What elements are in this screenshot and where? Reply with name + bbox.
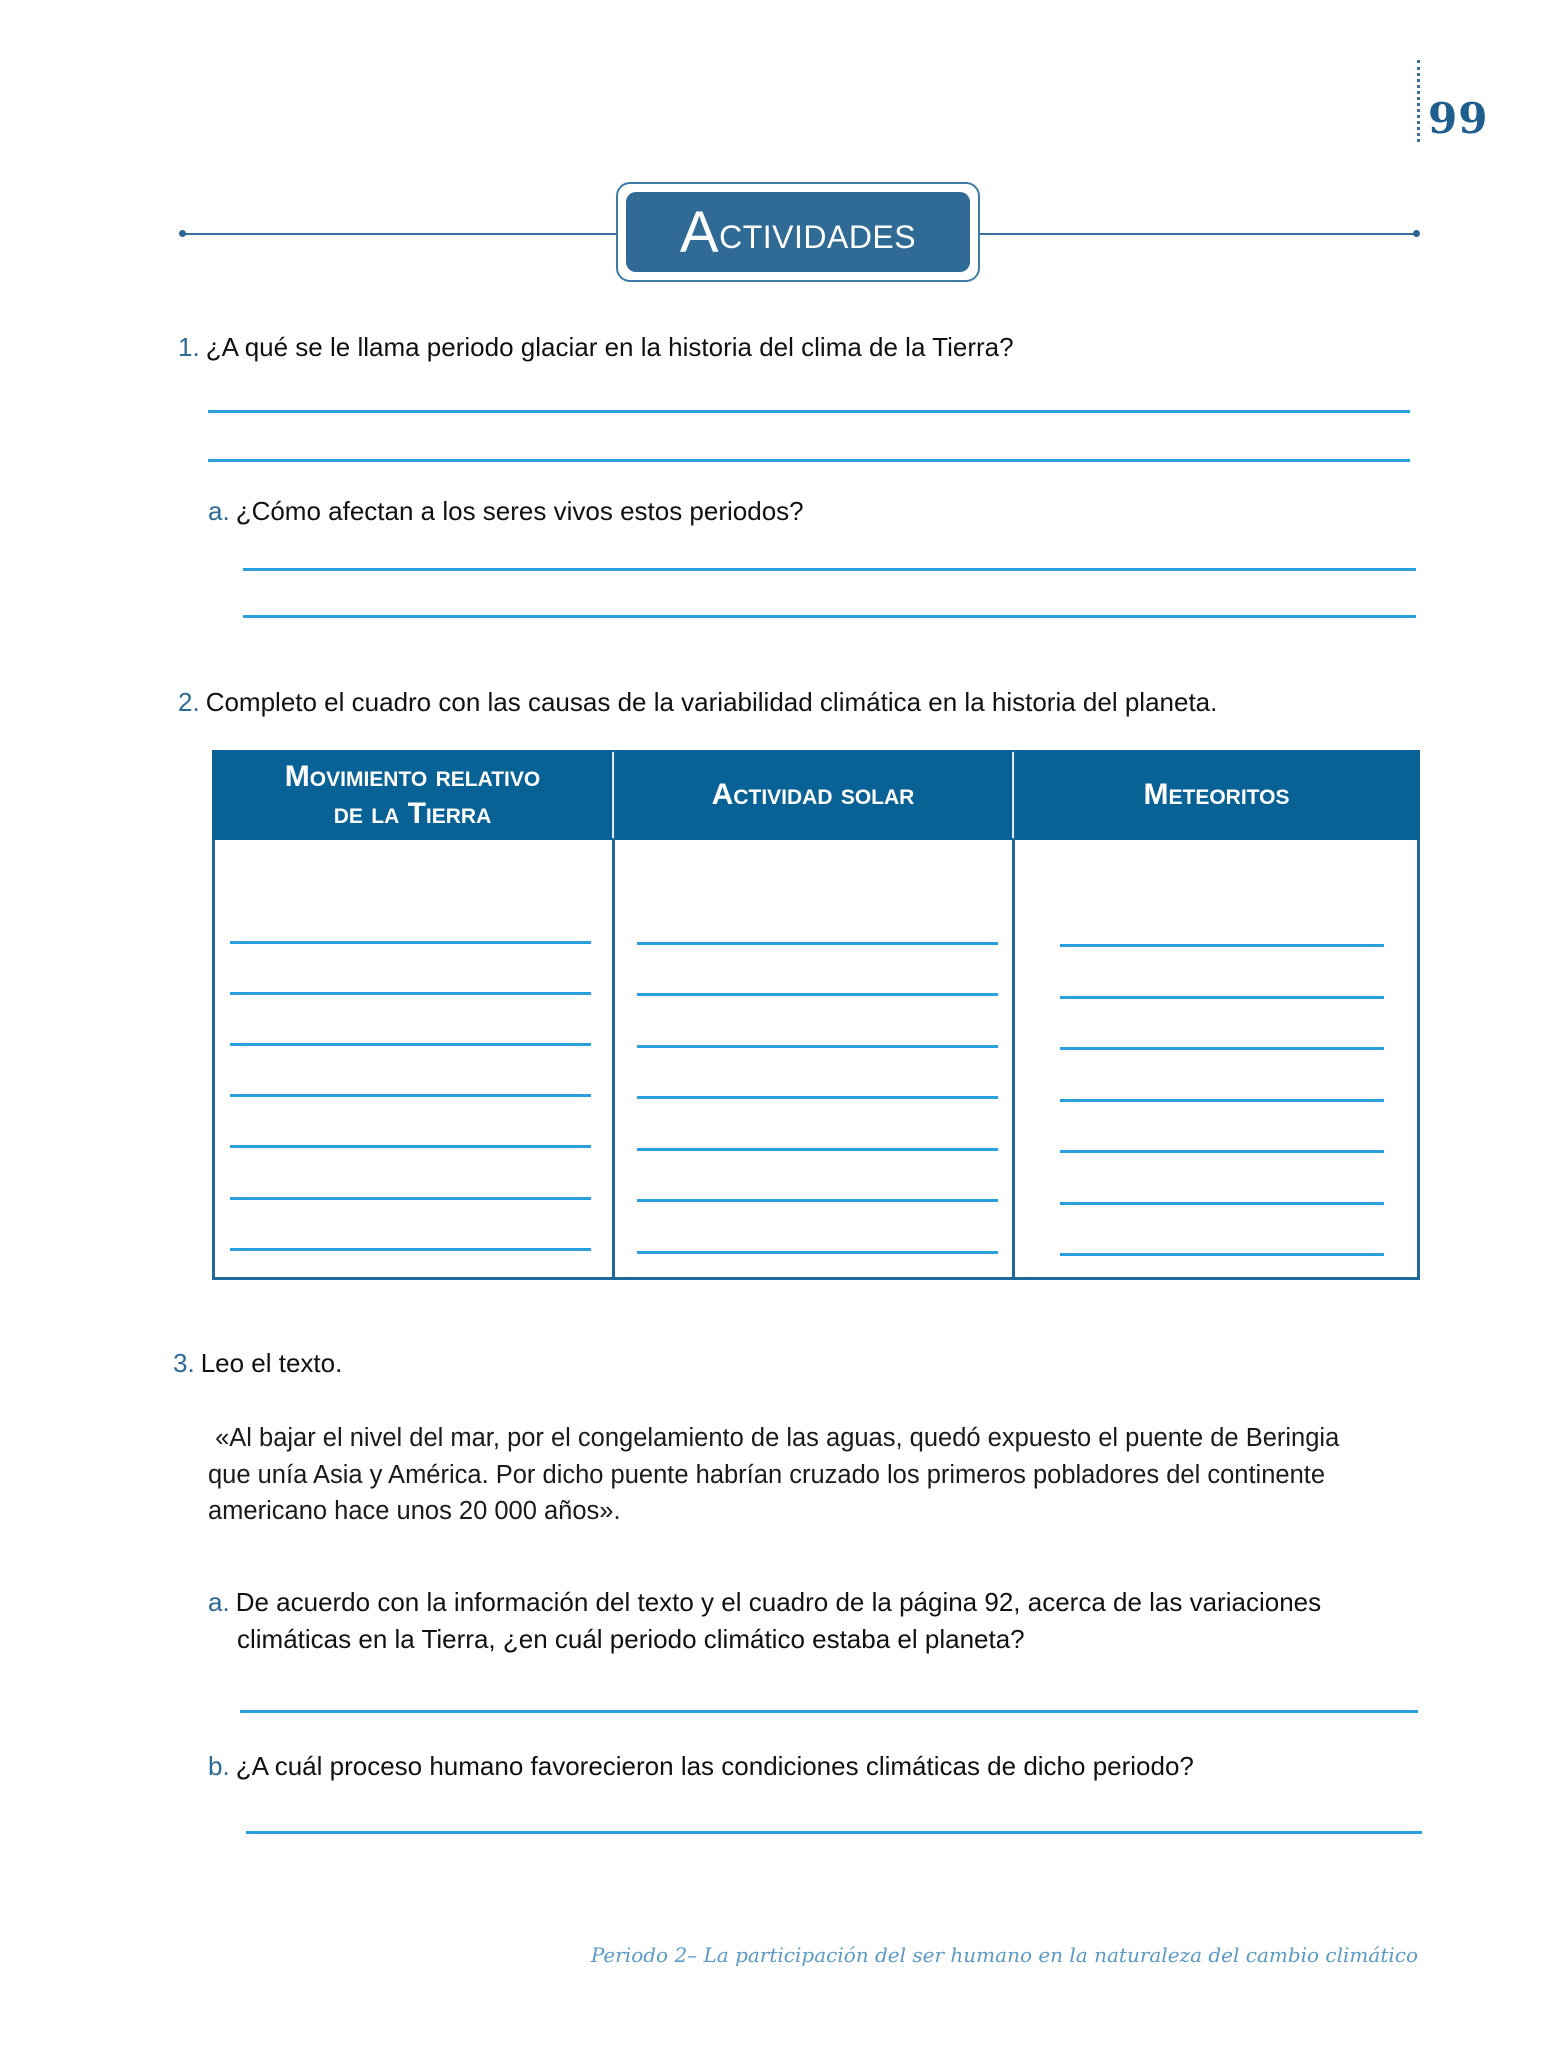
table-answer-line-c2[interactable]	[637, 1251, 998, 1254]
table-answer-line-c1[interactable]	[230, 1043, 591, 1046]
sub-question-letter: a.	[208, 1587, 230, 1617]
sub-question-text-cont: climáticas en la Tierra, ¿en cuál periodo climático estaba el planeta?	[237, 1624, 1025, 1654]
table-answer-line-c2[interactable]	[637, 1148, 998, 1151]
question-text: ¿A qué se le llama periodo glaciar en la historia del clima de la Tierra?	[205, 332, 1014, 362]
quote-line: americano hace unos 20 000 años».	[208, 1497, 621, 1525]
table-answer-line-c3[interactable]	[1060, 1202, 1384, 1205]
table-answer-line-c2[interactable]	[637, 1199, 998, 1202]
table-header-line: de la Tierra	[333, 797, 492, 830]
table-answer-line-c1[interactable]	[230, 1145, 591, 1148]
answer-line-q1-2[interactable]	[208, 459, 1410, 462]
table-header-actividad-solar	[613, 750, 1013, 840]
table-answer-line-c1[interactable]	[230, 1094, 591, 1097]
sub-question-text: ¿Cómo afectan a los seres vivos estos periodos?	[235, 496, 804, 526]
table-header-divider	[612, 752, 614, 838]
question-1a	[208, 496, 804, 527]
table-answer-line-c3[interactable]	[1060, 1047, 1384, 1050]
table-answer-line-c1[interactable]	[230, 992, 591, 995]
question-text: Leo el texto.	[200, 1348, 343, 1378]
answer-line-q3a[interactable]	[240, 1710, 1418, 1713]
answer-line-q3b[interactable]	[246, 1831, 1422, 1834]
answer-line-q1a-1[interactable]	[243, 568, 1416, 571]
table-header-movimiento	[212, 750, 613, 840]
sub-question-letter: b.	[208, 1751, 230, 1781]
sub-question-letter: a.	[208, 496, 230, 526]
question-3	[173, 1348, 342, 1379]
table-header-line: Actividad solar	[711, 778, 915, 812]
table-header-line: Meteoritos	[1143, 778, 1290, 812]
table-answer-line-c3[interactable]	[1060, 1150, 1384, 1153]
answer-line-q1-1[interactable]	[208, 410, 1410, 413]
page-number: 99	[1428, 94, 1489, 143]
sub-question-text: ¿A cuál proceso humano favorecieron las condiciones climáticas de dicho periodo?	[235, 1751, 1194, 1781]
table-answer-line-c2[interactable]	[637, 942, 998, 945]
question-3a	[208, 1584, 1321, 1658]
quote-line: que unía Asia y América. Por dicho puente habrían cruzado los primeros pobladores del continente	[208, 1460, 1326, 1489]
table-answer-line-c3[interactable]	[1060, 1253, 1384, 1256]
table-answer-line-c2[interactable]	[637, 1096, 998, 1099]
quote-line: «Al bajar el nivel del mar, por el congelamiento de las aguas, quedó expuesto el puente de Beringia	[208, 1424, 1340, 1452]
section-title	[626, 192, 970, 272]
question-1	[178, 332, 1014, 363]
page-footer: Periodo 2– La participación del ser humano en la naturaleza del cambio climático	[590, 1943, 1418, 1967]
table-answer-line-c3[interactable]	[1060, 996, 1384, 999]
table-header-line: Movimiento relativo	[284, 759, 541, 793]
table-header-divider	[1012, 752, 1014, 838]
table-answer-line-c3[interactable]	[1060, 1099, 1384, 1102]
question-3b	[208, 1751, 1194, 1782]
answer-line-q1a-2[interactable]	[243, 615, 1416, 618]
rule-dot-right	[1413, 230, 1420, 237]
table-answer-line-c2[interactable]	[637, 993, 998, 996]
question-number: 1.	[178, 332, 200, 362]
page-number-dotted-rule	[1417, 60, 1420, 142]
table-answer-line-c1[interactable]	[230, 1197, 591, 1200]
question-2	[178, 687, 1217, 718]
quoted-passage	[208, 1420, 1339, 1530]
section-title-rest: ctividades	[719, 206, 917, 258]
table-answer-line-c1[interactable]	[230, 941, 591, 944]
table-header-meteoritos	[1013, 750, 1420, 840]
table-answer-line-c2[interactable]	[637, 1045, 998, 1048]
section-title-initial: A	[679, 199, 720, 265]
rule-dot-left	[179, 230, 186, 237]
question-number: 2.	[178, 687, 200, 717]
question-text: Completo el cuadro con las causas de la variabilidad climática en la historia del planeta.	[205, 687, 1218, 717]
table-answer-line-c3[interactable]	[1060, 944, 1384, 947]
table-answer-line-c1[interactable]	[230, 1248, 591, 1251]
question-number: 3.	[173, 1348, 195, 1378]
sub-question-text: De acuerdo con la información del texto y el cuadro de la página 92, acerca de las variaciones	[235, 1587, 1322, 1617]
